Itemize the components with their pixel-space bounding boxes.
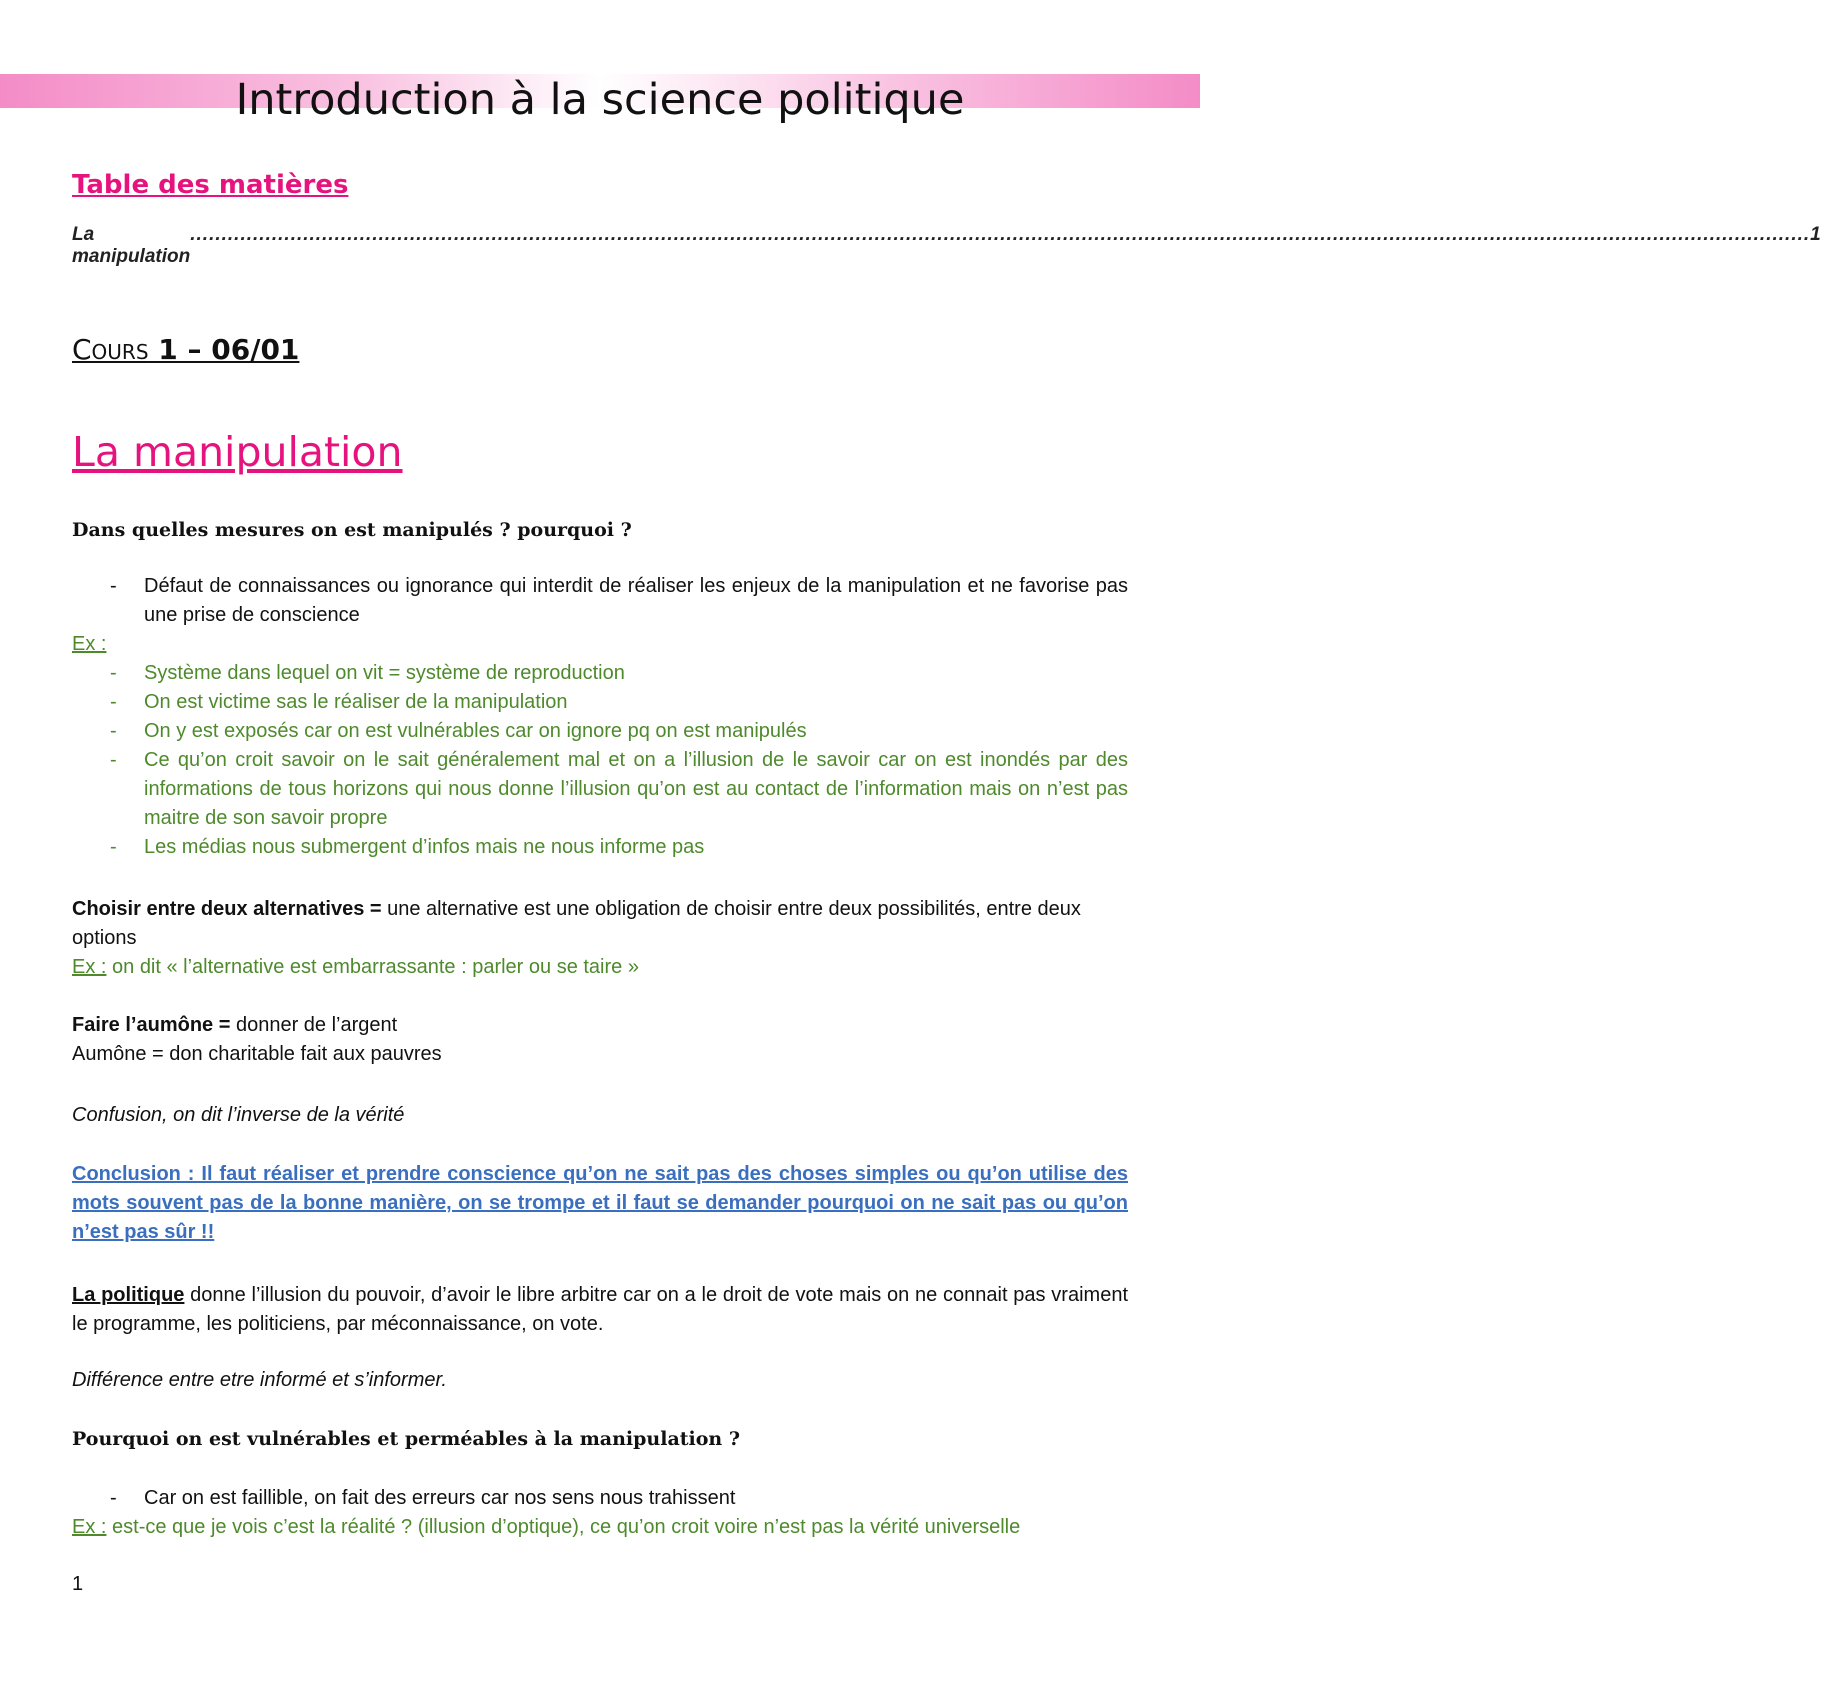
conclusion-text: Conclusion : Il faut réaliser et prendre conscience qu’on ne sait pas des choses simples ou qu’on utilise des mots souvent pas de la bonne manière, on se trompe et il faut se demander pourquoi on ne sait pas ou qu’on n’est pas sûr !! [72, 1163, 1128, 1243]
ex-label-text: Ex : [72, 956, 107, 978]
bullet-list-1 [72, 572, 1128, 630]
question-1: Dans quelles mesures on est manipulés ? pourquoi ? [72, 519, 632, 541]
section-title: La manipulation [72, 428, 403, 476]
example-text: on dit « l’alternative est embarrassante : parler ou se taire » [106, 956, 639, 978]
page-number: 1 [72, 1573, 84, 1595]
content-block-question-2 [72, 1425, 1128, 1454]
difference-text: Différence entre etre informé et s’informer. [72, 1369, 447, 1391]
aumone-def: donner de l’argent [230, 1014, 398, 1036]
aumone-term: Faire l’aumône = [72, 1014, 231, 1036]
list-item: - Système dans lequel on vit = système de reproduction [72, 659, 1128, 688]
toc-entry-la-manipulation[interactable] [72, 224, 1821, 268]
ex-label-text: Ex : [72, 1516, 107, 1538]
content-block-last [72, 1484, 1128, 1542]
list-item: - Défaut de connaissances ou ignorance qui interdit de réaliser les enjeux de la manipulation et ne favorise pas une prise de conscience [72, 572, 1128, 630]
question-2: Pourquoi on est vulnérables et perméables à la manipulation ? [72, 1428, 740, 1450]
list-item: - On y est exposés car on est vulnérables car on ignore pq on est manipulés [72, 717, 1128, 746]
alternative-example [72, 953, 1128, 982]
aumone-paragraph [72, 1011, 1128, 1040]
content-block-2 [72, 572, 1128, 862]
list-item: - Ce qu’on croit savoir on le sait généralement mal et on a l’illusion de le savoir car on est inondés par des informations de tous horizons qui nous donne l’illusion qu’on est au contact de l’information mais on n’est pas maitre de son savoir propre [72, 746, 1128, 833]
content-block-1 [72, 516, 1128, 545]
politique-block [72, 1281, 1128, 1339]
confusion-note [72, 1101, 1128, 1130]
toc-entry-page: 1 [1810, 224, 1821, 245]
list-item: - Car on est faillible, on fait des erreurs car nos sens nous trahissent [72, 1484, 1128, 1513]
example-text: est-ce que je vois c’est la réalité ? (illusion d’optique), ce qu’on croit voire n’est pas la vérité universelle [106, 1516, 1021, 1538]
difference-note [72, 1366, 1128, 1395]
alternative-def: une alternative est une obligation de choisir entre deux possibilités, entre deux options [72, 898, 1081, 949]
politique-text: donne l’illusion du pouvoir, d’avoir le libre arbitre car on a le droit de vote mais on ne connait pas vraiment le programme, les politiciens, par méconnaissance, on vote. [72, 1284, 1128, 1335]
cours-heading [72, 333, 299, 366]
toc-entry-label: La manipulation [72, 224, 191, 267]
ex-label [72, 630, 1128, 659]
confusion-text: Confusion, on dit l’inverse de la vérité [72, 1104, 405, 1126]
aumone-line-2: Aumône = don charitable fait aux pauvres [72, 1043, 442, 1065]
ex-label-text: Ex : [72, 633, 107, 655]
list-item: - On est victime sas le réaliser de la manipulation [72, 688, 1128, 717]
bullet-list-2 [72, 1484, 1128, 1513]
politique-paragraph [72, 1281, 1128, 1339]
alternative-paragraph [72, 895, 1128, 953]
example-list [72, 659, 1128, 862]
toc-heading: Table des matières [72, 170, 349, 200]
cours-prefix: Cours [72, 333, 149, 366]
politique-term: La politique [72, 1284, 185, 1306]
example-2 [72, 1513, 1128, 1542]
alternative-term: Choisir entre deux alternatives = [72, 898, 382, 920]
cours-date: 1 – 06/01 [148, 333, 300, 366]
alternative-definition [72, 895, 1128, 982]
aumone-definition [72, 1011, 1128, 1069]
document-title: Introduction à la science politique [235, 75, 965, 125]
toc-leader-dots: .................................................................................................................................................................................................................................................................. [190, 224, 1811, 245]
conclusion-block [72, 1160, 1128, 1247]
list-item: - Les médias nous submergent d’infos mais ne nous informe pas [72, 833, 1128, 862]
